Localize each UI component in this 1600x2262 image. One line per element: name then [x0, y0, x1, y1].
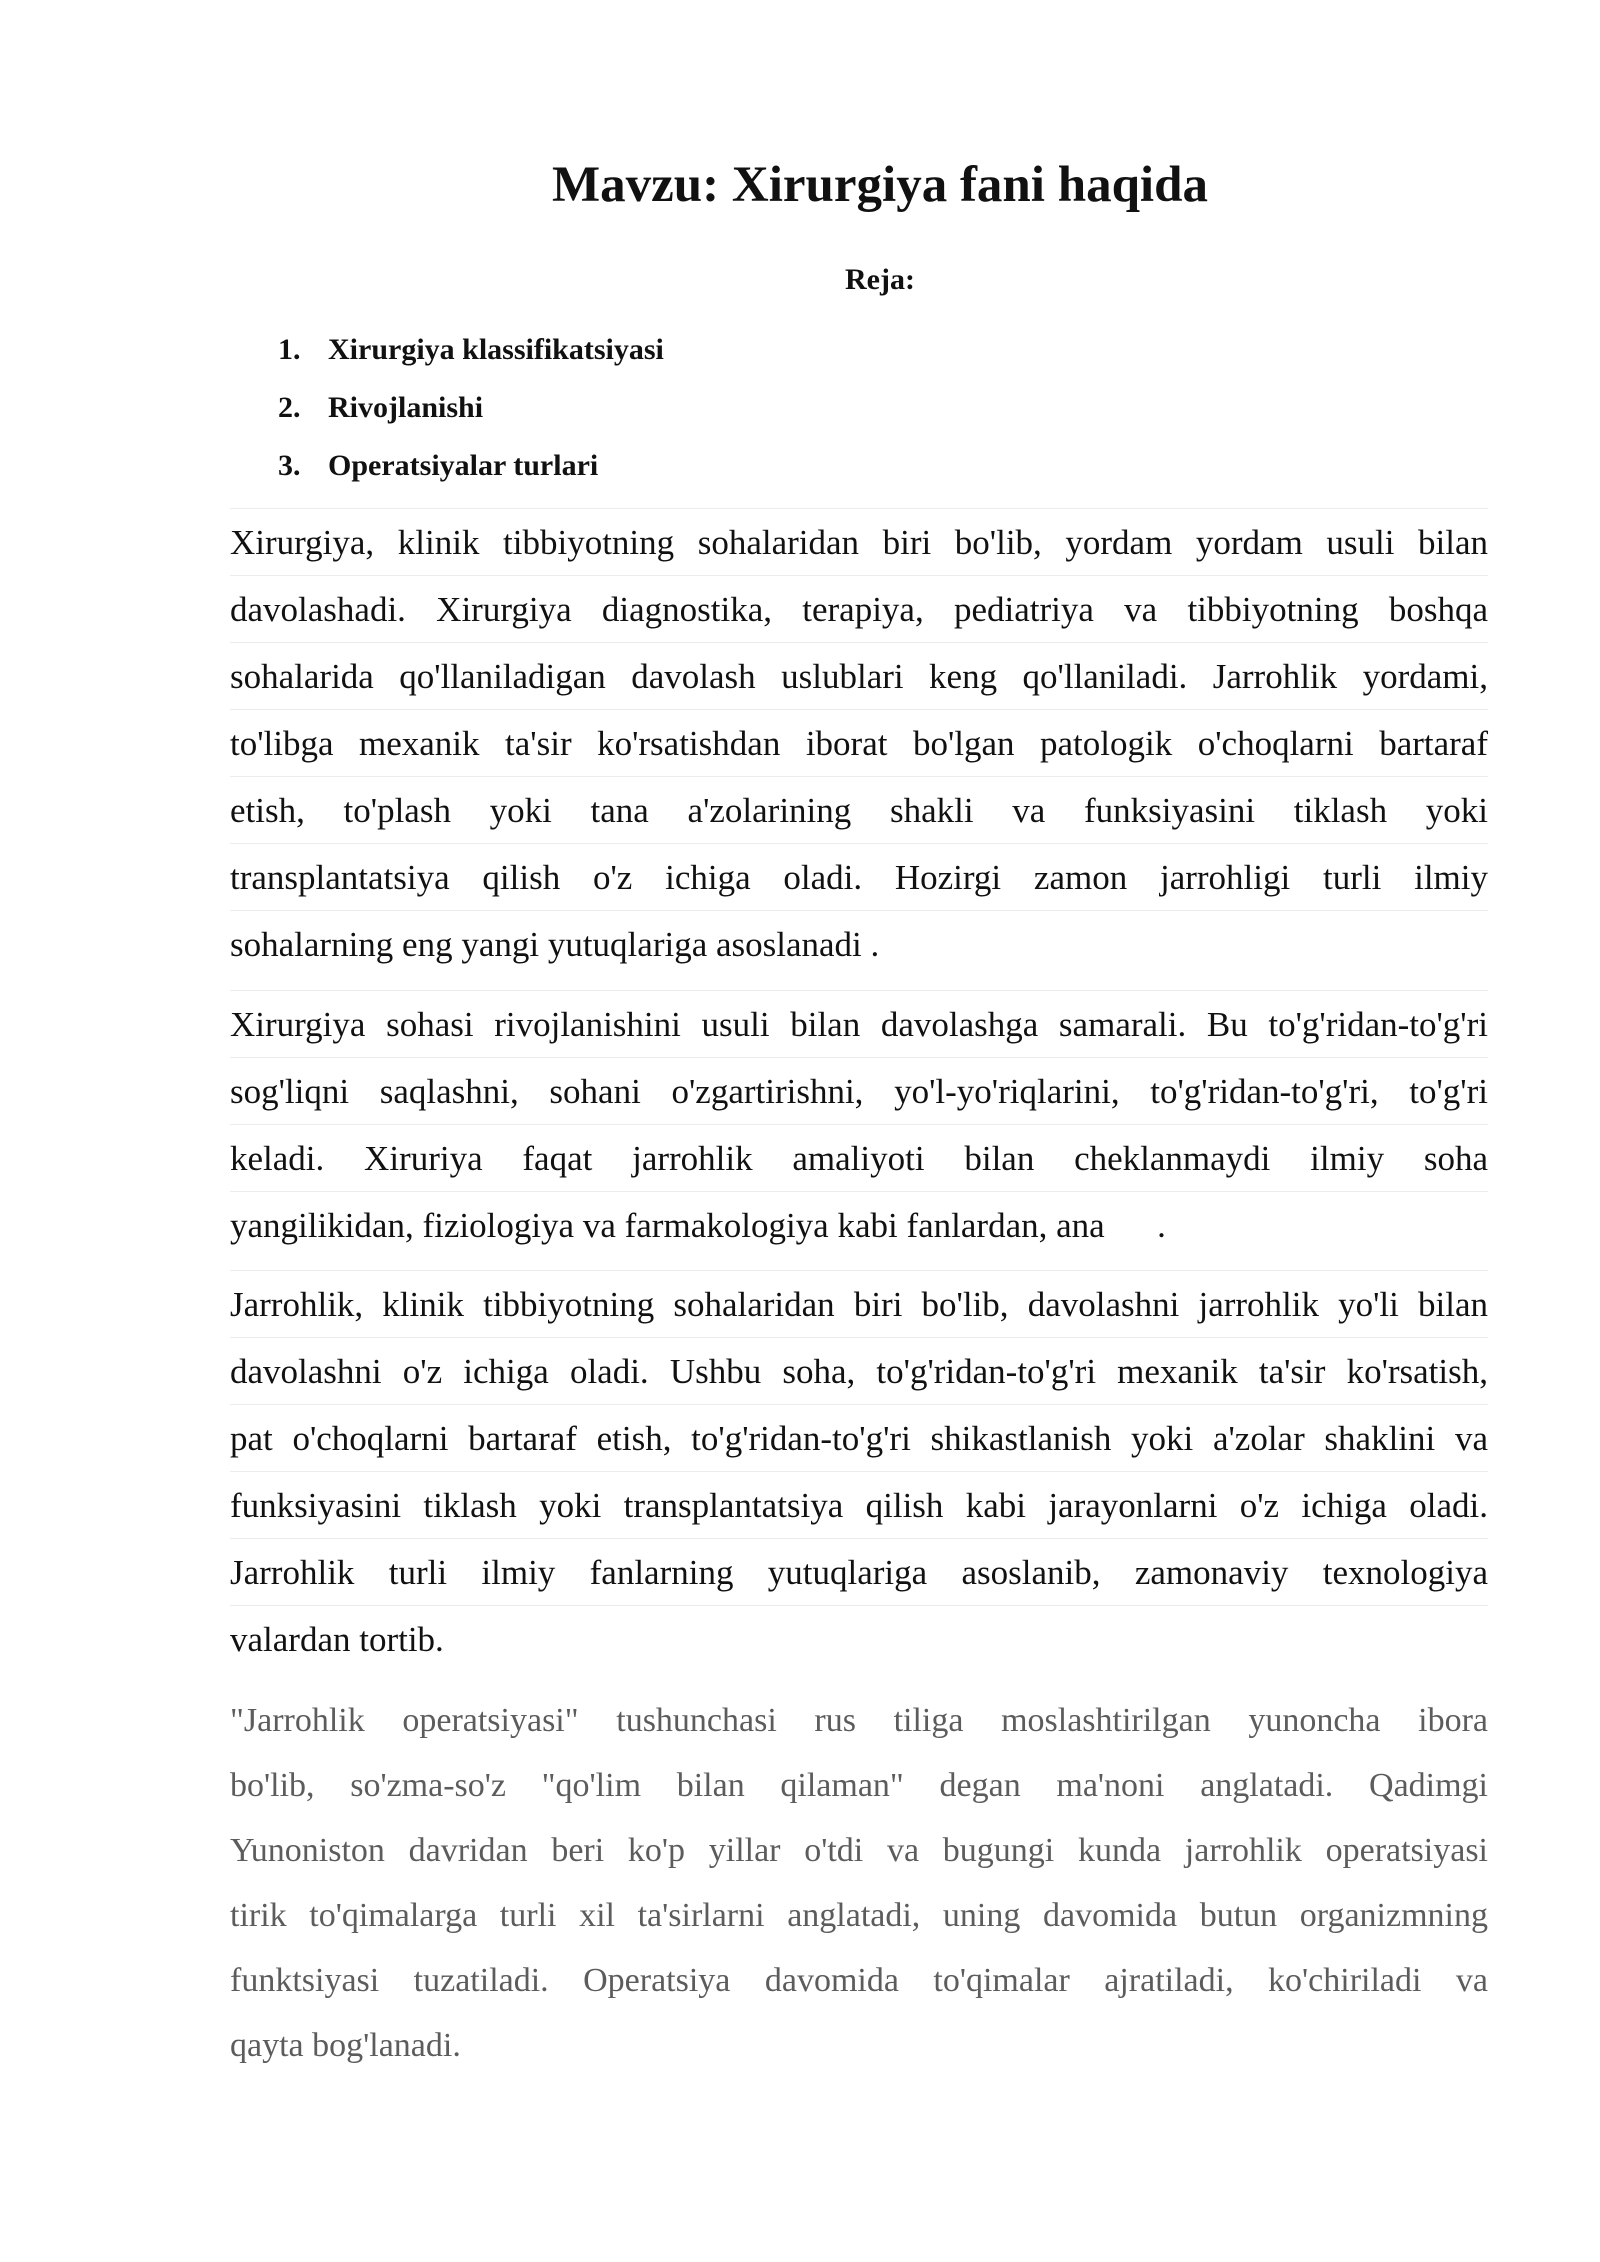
paragraph-line: "Jarrohlik operatsiyasi" tushunchasi rus tiliga moslashtirilgan yunoncha ibora — [230, 1702, 1488, 1739]
paragraph-line: Xirurgiya sohasi rivojlanishini usuli bilan davolashga samarali. Bu to'g'ridan-to'g'ri — [230, 990, 1488, 1057]
paragraph-line: Jarrohlik turli ilmiy fanlarning yutuqlariga asoslanib, zamonaviy texnologiya — [230, 1538, 1488, 1605]
plan-item-number: 3. — [278, 449, 301, 482]
plan-item-number: 2. — [278, 391, 301, 424]
paragraph-line: transplantatsiya qilish o'z ichiga oladi. Hozirgi zamon jarrohligi turli ilmiy — [230, 843, 1488, 910]
paragraph-development — [230, 990, 1488, 1258]
paragraph-line: tirik to'qimalarga turli xil ta'sirlarni anglatadi, uning davomida butun organizmning — [230, 1897, 1488, 1934]
plan-item-text: Operatsiyalar turlari — [328, 449, 599, 482]
paragraph-operation-term — [230, 1688, 1488, 2078]
plan-item — [278, 437, 664, 495]
paragraph-line: Yunoniston davridan beri ko'p yillar o'tdi va bugungi kunda jarrohlik operatsiyasi — [230, 1832, 1488, 1869]
paragraph-line: etish, to'plash yoki tana a'zolarining shakli va funksiyasini tiklash yoki — [230, 776, 1488, 843]
paragraph-surgery — [230, 1270, 1488, 1672]
plan-item — [278, 379, 664, 437]
paragraph-line: valardan tortib. — [230, 1605, 1488, 1672]
paragraph-line: sohalarning eng yangi yutuqlariga asoslanadi . — [230, 910, 1488, 977]
plan-item — [278, 321, 664, 379]
paragraph-introduction — [230, 508, 1488, 977]
paragraph-line: funksiyasini tiklash yoki transplantatsiya qilish kabi jarayonlarni o'z ichiga oladi. — [230, 1471, 1488, 1538]
paragraph-line: sog'liqni saqlashni, sohani o'zgartirishni, yo'l-yo'riqlarini, to'g'ridan-to'g'ri, to'g'ri — [230, 1057, 1488, 1124]
paragraph-line: Jarrohlik, klinik tibbiyotning sohalaridan biri bo'lib, davolashni jarrohlik yo'li bilan — [230, 1270, 1488, 1337]
paragraph-line: yangilikidan, fiziologiya va farmakologiya kabi fanlardan, ana . — [230, 1191, 1488, 1258]
document-title: Mavzu: Xirurgiya fani haqida — [552, 157, 1208, 213]
paragraph-line: davolashadi. Xirurgiya diagnostika, terapiya, pediatriya va tibbiyotning boshqa — [230, 575, 1488, 642]
plan-heading: Reja: — [845, 263, 915, 296]
plan-list — [278, 321, 664, 495]
paragraph-line: qayta bog'lanadi. — [230, 2027, 461, 2064]
paragraph-line: to'libga mexanik ta'sir ko'rsatishdan iborat bo'lgan patologik o'choqlarni bartaraf — [230, 709, 1488, 776]
plan-item-number: 1. — [278, 333, 301, 366]
paragraph-line: davolashni o'z ichiga oladi. Ushbu soha, to'g'ridan-to'g'ri mexanik ta'sir ko'rsatish, — [230, 1337, 1488, 1404]
plan-item-text: Rivojlanishi — [328, 391, 484, 424]
paragraph-line: funktsiyasi tuzatiladi. Operatsiya davomida to'qimalar ajratiladi, ko'chiriladi va — [230, 1962, 1488, 1999]
plan-item-text: Xirurgiya klassifikatsiyasi — [328, 333, 664, 366]
paragraph-line: keladi. Xiruriya faqat jarrohlik amaliyoti bilan cheklanmaydi ilmiy soha — [230, 1124, 1488, 1191]
paragraph-line: bo'lib, so'zma-so'z "qo'lim bilan qilaman" degan ma'noni anglatadi. Qadimgi — [230, 1767, 1488, 1804]
paragraph-line: sohalarida qo'llaniladigan davolash uslublari keng qo'llaniladi. Jarrohlik yordami, — [230, 642, 1488, 709]
paragraph-line: pat o'choqlarni bartaraf etish, to'g'ridan-to'g'ri shikastlanish yoki a'zolar shaklini va — [230, 1404, 1488, 1471]
paragraph-line: Xirurgiya, klinik tibbiyotning sohalaridan biri bo'lib, yordam yordam usuli bilan — [230, 508, 1488, 575]
